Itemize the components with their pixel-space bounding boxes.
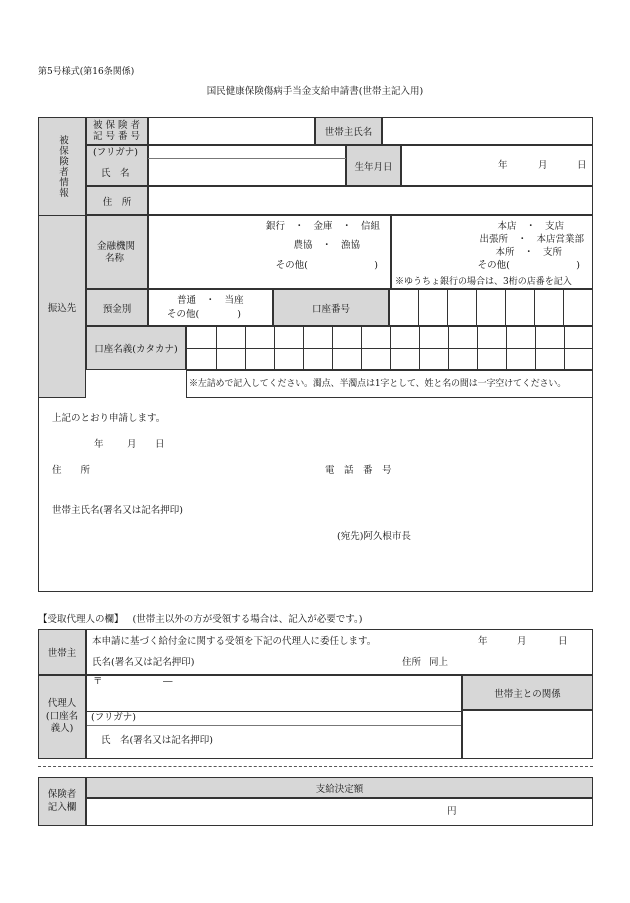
holder-grid-divider xyxy=(448,327,449,369)
dob-year: 年 xyxy=(498,160,508,171)
relation-label xyxy=(462,675,593,710)
institution-types-line1: 銀行 ・ 金庫 ・ 信組 xyxy=(265,221,380,232)
agent-label-line1: 代理人 xyxy=(47,698,77,710)
holder-grid-divider xyxy=(332,327,333,369)
head-name-label-text: 世帯主氏名 xyxy=(324,127,373,138)
holder-grid-divider xyxy=(245,327,246,369)
holder-grid-divider xyxy=(564,327,565,369)
agent-label xyxy=(38,675,86,759)
form-title: 国民健康保険傷病手当金支給申請書(世帯主記入用) xyxy=(206,86,424,97)
holder-grid-divider xyxy=(361,327,362,369)
name-field[interactable] xyxy=(148,145,346,186)
delegation-address-label: 住所 xyxy=(402,657,422,668)
account-digit-divider xyxy=(534,290,535,325)
insurer-label-line1: 保険者 xyxy=(47,789,77,801)
dob-field[interactable] xyxy=(401,145,593,186)
account-holder-label xyxy=(86,326,186,370)
applicant-signature-label: 世帯主氏名(署名又は記名押印) xyxy=(52,505,183,516)
furigana-divider xyxy=(148,158,346,159)
holder-grid-divider xyxy=(274,327,275,369)
branch-line3: 本所 ・ 支所 xyxy=(495,247,562,258)
insured-id-label-line1: 被 保 険 者 xyxy=(93,120,141,131)
delegation-field[interactable] xyxy=(86,629,593,675)
account-digit-divider xyxy=(505,290,506,325)
delegation-address-same: 同上 xyxy=(429,657,449,668)
holder-grid-divider xyxy=(216,327,217,369)
branch-field[interactable] xyxy=(391,215,593,289)
agent-address-divider xyxy=(87,711,461,712)
delegation-month: 月 xyxy=(517,636,527,647)
institution-label xyxy=(86,215,148,289)
institution-types-line3: その他( ) xyxy=(275,260,378,271)
delegation-day: 日 xyxy=(558,636,568,647)
dob-label-text: 生年月日 xyxy=(354,161,393,173)
agent-label-line3: 義人) xyxy=(50,723,74,735)
delegation-name-label: 氏名(署名又は記名押印) xyxy=(92,657,195,668)
account-holder-label-text: 口座名義(カタカナ) xyxy=(94,344,178,355)
institution-label-line1: 金融機関 xyxy=(97,241,136,252)
bank-section-text: 振込先 xyxy=(47,302,77,314)
relation-field[interactable] xyxy=(462,710,593,759)
yucho-note: ※ゆうちょ銀行の場合は、3桁の店番を記入 xyxy=(395,277,572,287)
holder-note-row xyxy=(186,370,593,398)
account-number-label-text: 口座番号 xyxy=(311,303,350,315)
agent-name-label: 氏 名(署名又は記名押印) xyxy=(101,735,213,746)
insured-id-field[interactable] xyxy=(148,117,315,145)
insured-section-label xyxy=(38,117,86,215)
application-year: 年 xyxy=(94,439,104,450)
agent-furigana-label: (フリガナ) xyxy=(91,712,136,723)
account-digit-divider xyxy=(476,290,477,325)
deposit-options-line2: その他( ) xyxy=(167,309,241,320)
name-label xyxy=(86,145,148,186)
holder-grid-divider xyxy=(390,327,391,369)
institution-label-line2: 名称 xyxy=(105,253,125,264)
bank-section-label xyxy=(38,215,86,398)
insurer-label-line2: 記入欄 xyxy=(47,801,77,813)
proxy-section-note: (世帯主以外の方が受領する場合は、記入が必要です。) xyxy=(132,614,363,625)
application-month: 月 xyxy=(127,439,137,450)
furigana-label: (フリガナ) xyxy=(93,147,138,158)
insured-address-label xyxy=(86,186,148,215)
yen-unit: 円 xyxy=(447,806,457,817)
addressee: (宛先)阿久根市長 xyxy=(337,531,411,542)
account-number-label xyxy=(273,289,389,326)
agent-label-line2: (口座名 xyxy=(45,710,79,722)
branch-line4: その他( ) xyxy=(477,260,580,271)
applicant-phone-label: 電 話 番 号 xyxy=(325,465,392,476)
deposit-type-field[interactable] xyxy=(148,289,273,326)
holder-grid-divider xyxy=(477,327,478,369)
amount-label-text: 支給決定額 xyxy=(315,783,364,795)
deposit-options-line1: 普通 ・ 当座 xyxy=(177,295,244,306)
insured-id-label xyxy=(86,117,148,145)
dob-day: 日 xyxy=(577,160,587,171)
institution-types-line2: 農協 ・ 漁協 xyxy=(293,240,360,251)
agent-field[interactable] xyxy=(86,675,462,759)
applicant-address-label: 住 所 xyxy=(52,465,91,476)
relation-label-text: 世帯主との関係 xyxy=(494,688,561,700)
head-name-field[interactable] xyxy=(382,117,593,145)
agent-furigana-divider xyxy=(87,725,461,726)
account-holder-grid[interactable] xyxy=(186,326,593,370)
proxy-section-heading xyxy=(38,615,362,626)
institution-type-field[interactable] xyxy=(148,215,391,289)
account-number-field[interactable] xyxy=(389,289,593,326)
insured-address-label-text: 住 所 xyxy=(102,196,132,208)
branch-line1: 本店 ・ 支店 xyxy=(497,221,564,232)
holder-grid-divider xyxy=(303,327,304,369)
holder-grid-divider xyxy=(506,327,507,369)
proxy-section-title: 【受取代理人の欄】 xyxy=(38,614,124,625)
account-digit-divider xyxy=(447,290,448,325)
dob-label xyxy=(346,145,401,186)
head-name-label xyxy=(315,117,382,145)
branch-line2: 出張所 ・ 本店営業部 xyxy=(479,234,584,245)
amount-field[interactable] xyxy=(86,798,593,826)
delegation-year: 年 xyxy=(478,636,488,647)
name-label-text: 氏 名 xyxy=(101,168,130,179)
holder-note: ※左詰めで記入してください。濁点、半濁点は1字として、姓と名の間は一字空けてください。 xyxy=(189,379,567,389)
holder-grid-divider xyxy=(419,327,420,369)
deposit-type-label-text: 預金別 xyxy=(102,303,132,315)
proxy-householder-label-text: 世帯主 xyxy=(47,648,77,659)
postal-dash: ― xyxy=(163,676,173,687)
amount-label xyxy=(86,777,593,798)
insured-section-text: 被保険者情報 xyxy=(57,135,68,198)
application-statement: 上記のとおり申請します。 xyxy=(52,413,166,424)
deposit-type-label xyxy=(86,289,148,326)
insurer-label xyxy=(38,777,86,826)
insured-id-label-line2: 記 号 番 号 xyxy=(93,131,141,142)
proxy-householder-label xyxy=(38,629,86,675)
dob-month: 月 xyxy=(538,160,548,171)
account-digit-divider xyxy=(563,290,564,325)
account-digit-divider xyxy=(418,290,419,325)
holder-grid-divider xyxy=(535,327,536,369)
insured-address-field[interactable] xyxy=(148,186,593,215)
postal-mark: 〒 xyxy=(93,676,103,687)
application-day: 日 xyxy=(155,439,165,450)
delegation-text: 本申請に基づく給付金に関する受領を下記の代理人に委任します。 xyxy=(92,636,377,647)
cut-line xyxy=(38,766,593,767)
form-number: 第5号様式(第16条関係) xyxy=(38,67,135,77)
